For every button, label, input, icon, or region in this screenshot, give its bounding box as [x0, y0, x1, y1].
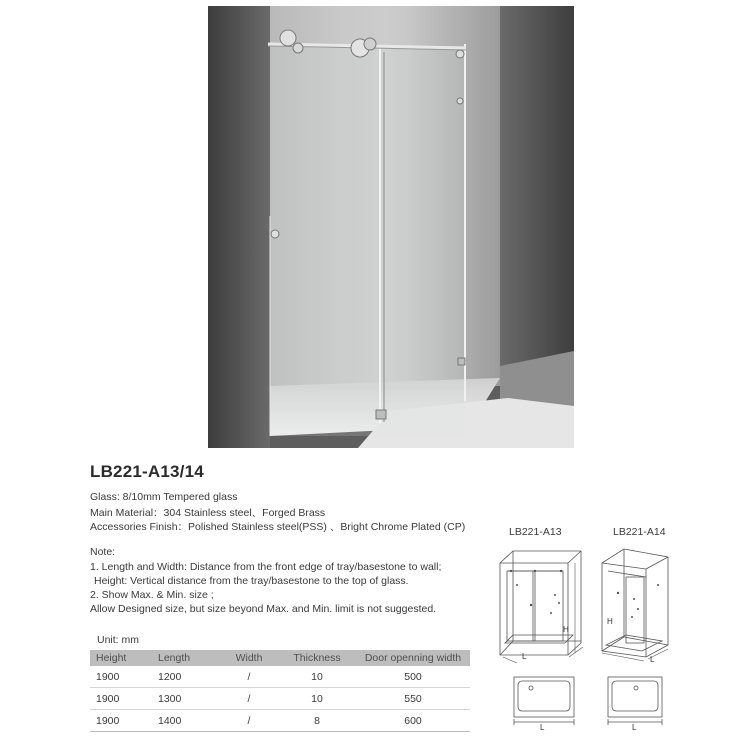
length-mark: L [540, 723, 545, 732]
note-line: Allow Designed size, but size beyond Max. and Min. limit is not suggested. [90, 603, 437, 615]
note-title: Note: [90, 546, 116, 558]
product-title: LB221-A13/14 [90, 462, 204, 481]
note-line: 1. Length and Width: Distance from the front edge of tray/basestone to wall; [90, 561, 442, 573]
height-mark: H [563, 625, 569, 634]
column-header: Height [96, 652, 127, 664]
column-header: Length [158, 652, 191, 664]
spec-material: Main Material：304 Stainless steel、Forged Brass [90, 507, 326, 519]
table-cell: 10 [311, 692, 323, 705]
table-header [90, 650, 470, 666]
table-cell: / [247, 692, 251, 705]
diagram-a14-perspective [598, 545, 673, 665]
length-mark: L [650, 655, 655, 664]
column-header: Thickness [293, 652, 341, 664]
note-line: Height: Vertical distance from the tray/basestone to the top of glass. [94, 575, 409, 587]
diagram-label-a13: LB221-A13 [509, 526, 562, 538]
length-mark: L [522, 652, 527, 661]
table-cell: 1400 [158, 714, 182, 727]
table-cell: / [247, 714, 251, 727]
table-row [90, 688, 470, 710]
table-cell: 600 [404, 714, 422, 727]
diagram-a13-plan [512, 674, 577, 734]
unit-label: Unit: mm [97, 634, 139, 646]
spec-finish: Accessories Finish：Polished Stainless steel(PSS) 、Bright Chrome Plated (CP) [90, 521, 466, 533]
table-cell: 1200 [158, 670, 182, 683]
column-header: Door openning width [364, 652, 462, 664]
table-cell: 1900 [96, 670, 120, 683]
table-cell: 1900 [96, 714, 120, 727]
table-cell: 8 [314, 714, 320, 727]
table-cell: 550 [404, 692, 422, 705]
table-row [90, 666, 470, 688]
height-mark: H [607, 617, 613, 626]
spec-glass: Glass: 8/10mm Tempered glass [90, 491, 238, 503]
note-line: 2. Show Max. & Min. size ; [90, 589, 214, 601]
table-cell: 1300 [158, 692, 182, 705]
diagram-a14-plan [606, 674, 666, 734]
table-cell: / [247, 670, 251, 683]
table-cell: 1900 [96, 692, 120, 705]
column-header: Width [235, 652, 263, 664]
diagram-a13-perspective [495, 545, 590, 665]
table-cell: 10 [311, 670, 323, 683]
product-photo [208, 6, 574, 448]
size-table [90, 650, 470, 732]
table-row [90, 710, 470, 732]
diagram-label-a14: LB221-A14 [613, 526, 666, 538]
table-cell: 500 [404, 670, 422, 683]
length-mark: L [632, 723, 637, 732]
